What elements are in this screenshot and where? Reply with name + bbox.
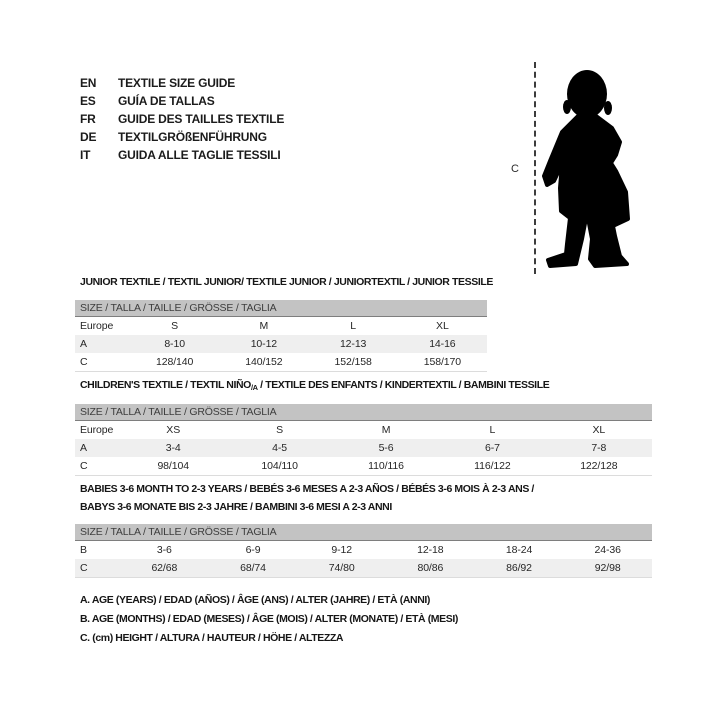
- row-label: Europe: [80, 320, 114, 332]
- size-header-bar: SIZE / TALLA / TAILLE / GRÖSSE / TAGLIA: [75, 300, 487, 317]
- section-title-babies: [80, 481, 534, 516]
- table-cell: 6-9: [245, 544, 261, 556]
- note-b-age-months: B. AGE (MONTHS) / EDAD (MESES) / ÂGE (MOIS) / ALTER (MONATE) / ETÀ (MESI): [80, 613, 458, 625]
- table-cell: 12-13: [339, 338, 367, 350]
- note-a-age-years: A. AGE (YEARS) / EDAD (AÑOS) / ÂGE (ANS) / ALTER (JAHRE) / ETÀ (ANNI): [80, 594, 431, 606]
- language-code: DE: [80, 130, 97, 144]
- junior-size-table: [75, 300, 487, 372]
- babies-size-table: [75, 524, 652, 578]
- table-cell: 5-6: [378, 442, 394, 454]
- table-cell: 3-4: [165, 442, 181, 454]
- language-row-it: [80, 146, 284, 164]
- toddler-silhouette-icon: [541, 66, 651, 268]
- row-label: C: [80, 460, 88, 472]
- size-header-bar: SIZE / TALLA / TAILLE / GRÖSSE / TAGLIA: [75, 404, 652, 421]
- table-cell: 122/128: [580, 460, 618, 472]
- language-row-en: [80, 74, 284, 92]
- height-marker-label: C: [511, 163, 519, 175]
- table-cell: 110/116: [368, 460, 404, 472]
- language-label: GUIDE DES TAILLES TEXTILE: [118, 112, 285, 126]
- language-row-de: [80, 128, 284, 146]
- row-label: B: [80, 544, 87, 556]
- row-label: A: [80, 442, 87, 454]
- language-code: ES: [80, 94, 96, 108]
- language-label: GUIDA ALLE TAGLIE TESSILI: [118, 148, 281, 162]
- language-row-fr: [80, 110, 284, 128]
- title-subscript: /A: [250, 383, 258, 392]
- table-cell: XL: [592, 424, 606, 436]
- table-cell: 74/80: [328, 562, 355, 574]
- table-row-height: [75, 353, 487, 371]
- language-label: TEXTILE SIZE GUIDE: [118, 76, 236, 90]
- table-cell: 152/158: [334, 356, 372, 368]
- table-cell: M: [259, 320, 269, 332]
- table-row-height: [75, 457, 652, 475]
- table-row-europe: [75, 317, 487, 335]
- language-row-es: [80, 92, 284, 110]
- table-cell: 68/74: [240, 562, 266, 574]
- title-line-1: BABIES 3-6 MONTH TO 2-3 YEARS / BEBÉS 3-6 MESES A 2-3 AÑOS / BÉBÉS 3-6 MOIS À 2-3 ANS /: [80, 483, 534, 495]
- language-list: [80, 74, 284, 164]
- table-cell: XS: [166, 424, 181, 436]
- row-label: Europe: [80, 424, 114, 436]
- table-cell: M: [381, 424, 391, 436]
- table-cell: XL: [436, 320, 449, 332]
- table-cell: 158/170: [423, 356, 461, 368]
- table-cell: 4-5: [272, 442, 288, 454]
- row-label: C: [80, 356, 88, 368]
- height-measure-line: [534, 62, 536, 274]
- language-code: IT: [80, 148, 91, 162]
- note-c-height: C. (cm) HEIGHT / ALTURA / HAUTEUR / HÖHE / ALTEZZA: [80, 632, 344, 644]
- table-cell: 24-36: [594, 544, 621, 556]
- table-cell: 140/152: [245, 356, 283, 368]
- table-row-months: [75, 541, 652, 559]
- table-cell: 3-6: [156, 544, 172, 556]
- table-cell: 92/98: [594, 562, 621, 574]
- section-title-children: [80, 377, 549, 397]
- table-cell: L: [350, 320, 356, 332]
- language-label: TEXTILGRÖßENFÜHRUNG: [118, 130, 267, 144]
- table-cell: 6-7: [484, 442, 500, 454]
- table-row-height: [75, 559, 652, 577]
- table-cell: 18-24: [505, 544, 533, 556]
- table-cell: 86/92: [506, 562, 532, 574]
- table-cell: S: [276, 424, 284, 436]
- table-cell: 98/104: [157, 460, 189, 472]
- table-cell: 12-18: [417, 544, 444, 556]
- row-label: C: [80, 562, 88, 574]
- language-code: FR: [80, 112, 96, 126]
- legend-notes: [80, 591, 458, 648]
- table-cell: S: [171, 320, 179, 332]
- table-cell: 62/68: [151, 562, 178, 574]
- language-label: GUÍA DE TALLAS: [118, 94, 215, 108]
- table-cell: 8-10: [164, 338, 185, 350]
- table-cell: 10-12: [250, 338, 278, 350]
- table-cell: L: [489, 424, 496, 436]
- table-row-age: [75, 439, 652, 457]
- language-code: EN: [80, 76, 97, 90]
- section-title-junior: JUNIOR TEXTILE / TEXTIL JUNIOR/ TEXTILE JUNIOR / JUNIORTEXTIL / JUNIOR TESSILE: [80, 276, 493, 288]
- table-cell: 80/86: [417, 562, 444, 574]
- table-cell: 14-16: [429, 338, 456, 350]
- title-line-2: BABYS 3-6 MONATE BIS 2-3 JAHRE / BAMBINI 3-6 MESI A 2-3 ANNI: [80, 500, 392, 513]
- row-label: A: [80, 338, 87, 350]
- table-cell: 104/110: [261, 460, 298, 472]
- table-cell: 116/122: [474, 460, 511, 472]
- children-size-table: [75, 404, 652, 476]
- title-text: / TEXTILE DES ENFANTS / KINDERTEXTIL / BAMBINI TESSILE: [257, 379, 550, 391]
- table-row-europe: [75, 421, 652, 439]
- title-text: CHILDREN'S TEXTILE / TEXTIL NIÑO: [80, 379, 251, 391]
- table-cell: 9-12: [331, 544, 352, 556]
- table-cell: 7-8: [591, 442, 607, 454]
- table-cell: 128/140: [155, 356, 194, 368]
- table-row-age: [75, 335, 487, 353]
- size-header-bar: SIZE / TALLA / TAILLE / GRÖSSE / TAGLIA: [75, 524, 652, 541]
